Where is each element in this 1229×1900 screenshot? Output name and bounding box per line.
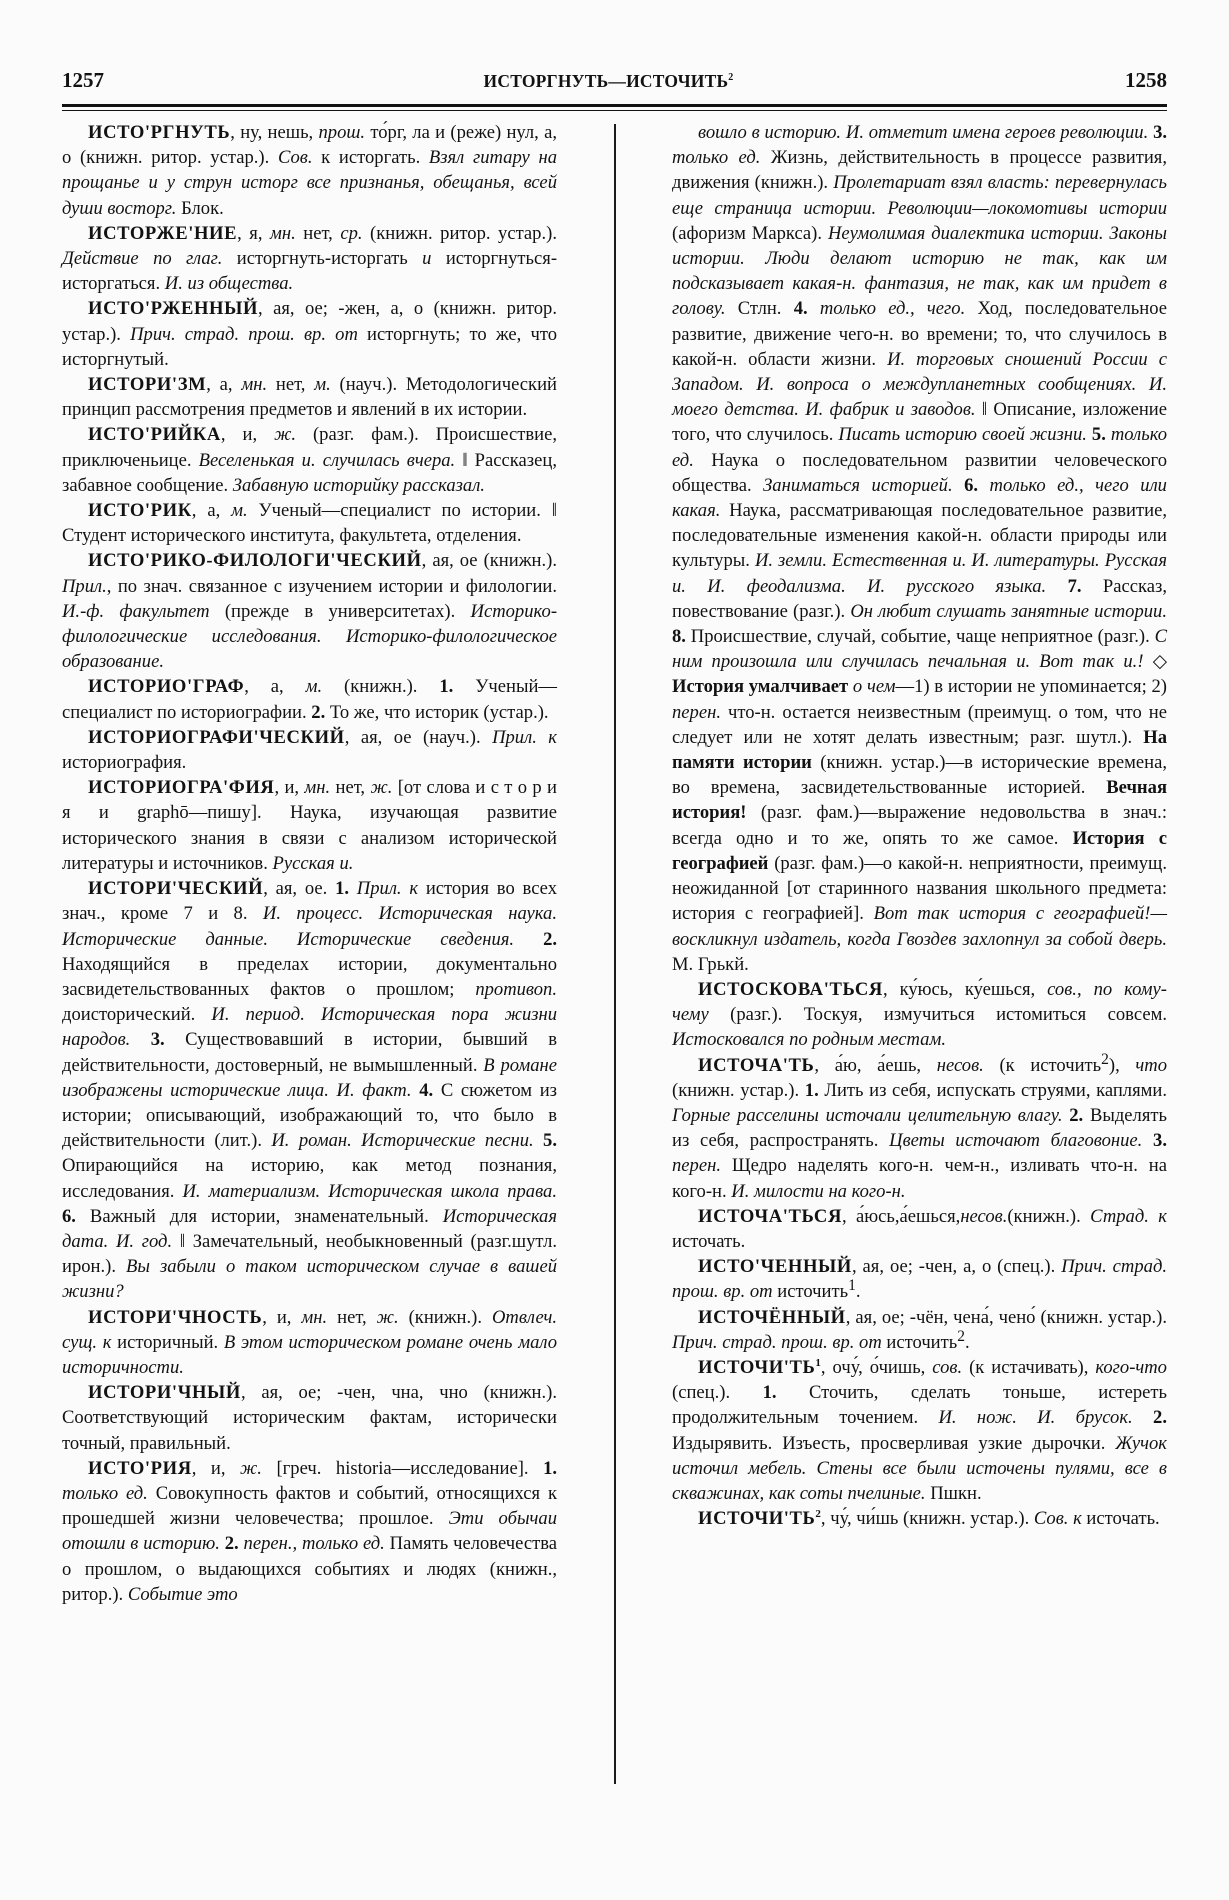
- running-head: [62, 68, 1167, 94]
- dictionary-entry: [62, 221, 557, 297]
- dictionary-entry: [62, 775, 557, 876]
- entry-headword: $ИСТОЧИ'ТЬ^1$: [698, 1356, 821, 1378]
- entry-definition: , ну, нешь, прош. то́рг, ла и (реже) нул, а, о (книжн. ритор. устар.). Сов. к исторгать. Взял гитару на прощанье и у струн исторг все признанья, обещанья, всей души восторг. Блок.: [62, 122, 558, 219]
- dictionary-entry: [62, 674, 557, 724]
- dictionary-entry: [62, 1380, 557, 1456]
- dictionary-entry: [62, 725, 557, 775]
- entry-definition: , ая, ое; -чён, чена́, чено́ (книжн. устар.). Прич. страд. прош. вр. от источить$^2$.: [672, 1306, 1167, 1353]
- entry-headword: ИСТОРИ'ЧЕСКИЙ: [88, 878, 264, 900]
- header-rule: [62, 104, 1167, 111]
- folio-right: 1258: [1125, 68, 1167, 92]
- column-gutter: [557, 120, 672, 1784]
- entry-definition: , ку́юсь, ку́ешься, сов., по кому-чему (разг.). Тоскуя, измучиться истомиться совсем. Истосковался по родным местам.: [672, 978, 1167, 1051]
- entry-headword: ИСТОСКОВА'ТЬСЯ: [698, 978, 883, 1000]
- entry-headword: ИСТОРЖЕ'НИЕ: [88, 222, 238, 244]
- entry-definition: , ая, ое; -жен, а, о (книжн. ритор. устар.). Прич. страд. прош. вр. от исторгнуть; то же, что исторгнутый.: [62, 298, 557, 370]
- entry-headword: ИСТО'РИКО-ФИЛОЛОГИ'ЧЕСКИЙ: [88, 550, 422, 572]
- entry-definition: , ая, ое. 1. Прил. к история во всех знач., кроме 7 и 8. И. процесс. Историческая наука. Исторические данные. Исторические сведения. 2. Находящийся в пределах истории, документально засвидетельствованных фактов о прошлом; противоп. доисторический. И. период. Историческая пора жизни народов. 3. Существовавший в истории, бывший в действительности, достоверный, не вымышленный. В романе изображены исторические лица. И. факт. 4. С сюжетом из истории; описывающий, изображающий то, что было в действительности (лит.). И. роман. Исторические песни. 5. Опирающийся на историю, как метод познания, исследования. И. материализм. Историческая школа права. 6. Важный для истории, знаменательный. Историческая дата. И. год. ‖ Замечательный, необыкновенный (разг.шутл. ирон.). Вы забыли о таком историческом случае в вашей жизни?: [62, 878, 558, 1303]
- header-rule-thin: [62, 110, 1167, 111]
- dictionary-entry: [62, 498, 557, 548]
- entry-definition: , а, мн. нет, м. (науч.). Методологический принцип рассмотрения предметов и явлений в их истории.: [62, 374, 557, 421]
- entry-headword: ИСТО'РИК: [88, 500, 192, 522]
- entry-headword: ИСТОРИ'ЧНЫЙ: [88, 1382, 241, 1404]
- folio-left: 1257: [62, 68, 104, 92]
- entry-headword: ИСТОРИ'ЧНОСТЬ: [88, 1306, 263, 1328]
- dictionary-entry: [672, 1305, 1167, 1355]
- entry-definition: , а́юсь,а́ешься,несов.(книжн.). Страд. к источать.: [672, 1205, 1168, 1252]
- entry-definition: , я, мн. нет, ср. (книжн. ритор. устар.). Действие по глаг. исторгнуть-исторгать и исторгнуться-исторгаться. И. из общества.: [62, 222, 558, 295]
- entry-headword: ИСТОЧЁННЫЙ: [698, 1306, 846, 1328]
- entry-headword: ИСТОЧА'ТЬ: [698, 1054, 815, 1076]
- text-columns: [62, 120, 1167, 1784]
- dictionary-entry: [672, 977, 1167, 1053]
- dictionary-entry: [62, 1305, 557, 1381]
- entry-headword: ИСТО'РИЯ: [88, 1457, 192, 1479]
- entry-headword: ИСТО'РГНУТЬ: [88, 122, 231, 143]
- column-right: [672, 120, 1167, 1784]
- entry-definition: , очу́, о́чишь, сов. (к истачивать), кого-что (спец.). 1. Сточить, сделать тоньше, истереть продолжительным точением. И. нож. И. брусок. 2. Издырявить. Изъесть, просверливая узкие дырочки. Жучок источил мебель. Стены все были источены пулями, все в скважинах, как соты пчелиные. Пшкн.: [672, 1356, 1167, 1504]
- entry-headword: ИСТОРИОГРА'ФИЯ: [88, 777, 275, 799]
- running-head-superscript: 2: [728, 72, 734, 84]
- dictionary-entry: [672, 120, 1167, 977]
- dictionary-entry: [62, 876, 557, 1304]
- entry-definition: , ая, ое; -чен, чна, чно (книжн.). Соответствующий историческим фактам, исторически точный, правильный.: [62, 1382, 557, 1454]
- dictionary-entry: [62, 296, 557, 372]
- gutter-rule: [614, 124, 616, 1784]
- entry-headword: ИСТО'РИЙКА: [88, 424, 221, 446]
- entry-headword: $ИСТОЧИ'ТЬ^2$: [698, 1507, 821, 1530]
- entry-definition: , а, м. Ученый—специалист по истории. ‖ Студент исторического института, факультета, отделения.: [62, 500, 557, 547]
- entry-definition: , а, м. (книжн.). 1. Ученый—специалист по историографии. 2. То же, что историк (устар.).: [62, 676, 557, 723]
- running-head-title: [484, 71, 734, 92]
- dictionary-entry: [672, 1506, 1167, 1531]
- header-rule-thick: [62, 104, 1167, 107]
- column-left: [62, 120, 557, 1784]
- entry-definition: , ая, ое (науч.). Прил. к историография.: [62, 726, 557, 774]
- entry-headword: ИСТОРИОГРАФИ'ЧЕСКИЙ: [88, 726, 345, 748]
- dictionary-entry: [62, 548, 557, 674]
- entry-definition: , и, ж. (разг. фам.). Происшествие, приключеньице. Веселенькая и. случилась вчера. ‖ Рассказец, забавное сообщение. Забавную историйку рассказал.: [62, 424, 557, 496]
- running-head-text: ИСТОРГНУТЬ—ИСТОЧИТЬ: [483, 71, 729, 91]
- dictionary-entry: [62, 422, 557, 498]
- dictionary-entry: [62, 120, 557, 221]
- entry-definition: , чу́, чи́шь (книжн. устар.). Сов. к источать.: [820, 1508, 1160, 1530]
- entry-headword: ИСТО'РЖЕННЫЙ: [88, 298, 259, 320]
- dictionary-entry: [62, 372, 557, 422]
- entry-definition: , и, мн. нет, ж. [от слова и с т о р и я и graphō—пишу]. Наука, изучающая развитие исторического знания в связи с анализом исторической литературы и источников. Русская и.: [62, 777, 557, 874]
- entry-headword: ИСТОРИ'ЗМ: [88, 374, 207, 396]
- entry-definition: вошло в историю. И. отметит имена героев революции. 3. только ед. Жизнь, действительность в процессе развития, движения (книжн.). Пролетариат взял власть: перевернулась еще страница истории. Революции—локомотивы истории (афоризм Маркса). Неумолимая диалектика истории. Законы истории. Люди делают историю не так, как им подсказывает какая-н. фантазия, не так, как им придет в голову. Стлн. 4. только ед., чего. Ход, последовательное развитие, движение чего-н. во времени; то, что случилось в какой-н. области жизни. И. торговых сношений России с Западом. И. вопроса о междупланетных сообщениях. И. моего детства. И. фабрик и заводов. ‖ Описание, изложение того, что случилось. Писать историю своей жизни. 5. только ед. Наука о последовательном развитии человеческого общества. Заниматься историей. 6. только ед., чего или какая. Наука, рассматривающая последовательное развитие, последовательные изменения какой-н. области природы или культуры. И. земли. Естественная и. И. литературы. Русская и. И. феодализма. И. русского языка. 7. Рассказ, повествование (разг.). Он любит слушать занятные истории. 8. Происшествие, случай, событие, чаще неприятное (разг.). С ним произошла или случилась печальная и. Вот так и.! ◇ История умалчивает о чем—1) в истории не упоминается; 2) перен. что-н. остается неизвестным (преимущ. о том, что не следует или не хотят делать известным; разг. шутл.). На памяти истории (книжн. устар.)—в исторические времена, во времена, засвидетельствованные историей. Вечная история! (разг. фам.)—выражение недовольства в знач.: всегда одно и то же, опять то же самое. История с географией (разг. фам.)—о какой-н. неприятности, преимущ. неожиданной [от старинного названия школьного предмета: история с географией]. Вот так история с географией!—воскликнул издатель, когда Гвоздев захлопнул за собой дверь. М. Грькй.: [672, 122, 1168, 975]
- dictionary-entry: [62, 1456, 557, 1607]
- entry-headword: ИСТОРИО'ГРАФ: [88, 676, 245, 698]
- entry-definition: , ая, ое (книжн.). Прил., по знач. связанное с изучением истории и филологии. И.-ф. факультет (прежде в университетах). Историко-филологические исследования. Историко-филологическое образование.: [62, 550, 558, 673]
- entry-headword: ИСТОЧА'ТЬСЯ: [698, 1205, 842, 1227]
- entry-definition: , и, ж. [греч. historia—исследование]. 1. только ед. Совокупность фактов и событий, относящихся к прошедшей жизни человечества; прошлое. Эти обычаи отошли в историю. 2. перен., только ед. Память человечества о прошлом, о выдающихся событиях и людях (книжн., ритор.). Событие это: [62, 1457, 558, 1605]
- dictionary-entry: [672, 1254, 1167, 1304]
- entry-definition: , ая, ое; -чен, а, о (спец.). Прич. страд. прош. вр. от источить$^1$.: [672, 1256, 1167, 1303]
- entry-headword: ИСТО'ЧЕННЫЙ: [698, 1256, 852, 1278]
- dictionary-entry: [672, 1050, 1167, 1204]
- entry-definition: , и, мн. нет, ж. (книжн.). Отвлеч. сущ. к историчный. В этом историческом романе очень мало историчности.: [62, 1306, 557, 1378]
- dictionary-entry: [672, 1204, 1167, 1254]
- dictionary-entry: [672, 1355, 1167, 1506]
- entry-definition: , а́ю, а́ешь, несов. (к источить$^2$), что (книжн. устар.). 1. Лить из себя, испускать струями, каплями. Горные расселины источали целительную влагу. 2. Выделять из себя, распространять. Цветы источают благовоние. 3. перен. Щедро наделять кого-н. чем-н., изливать что-н. на кого-н. И. милости на кого-н.: [672, 1050, 1167, 1202]
